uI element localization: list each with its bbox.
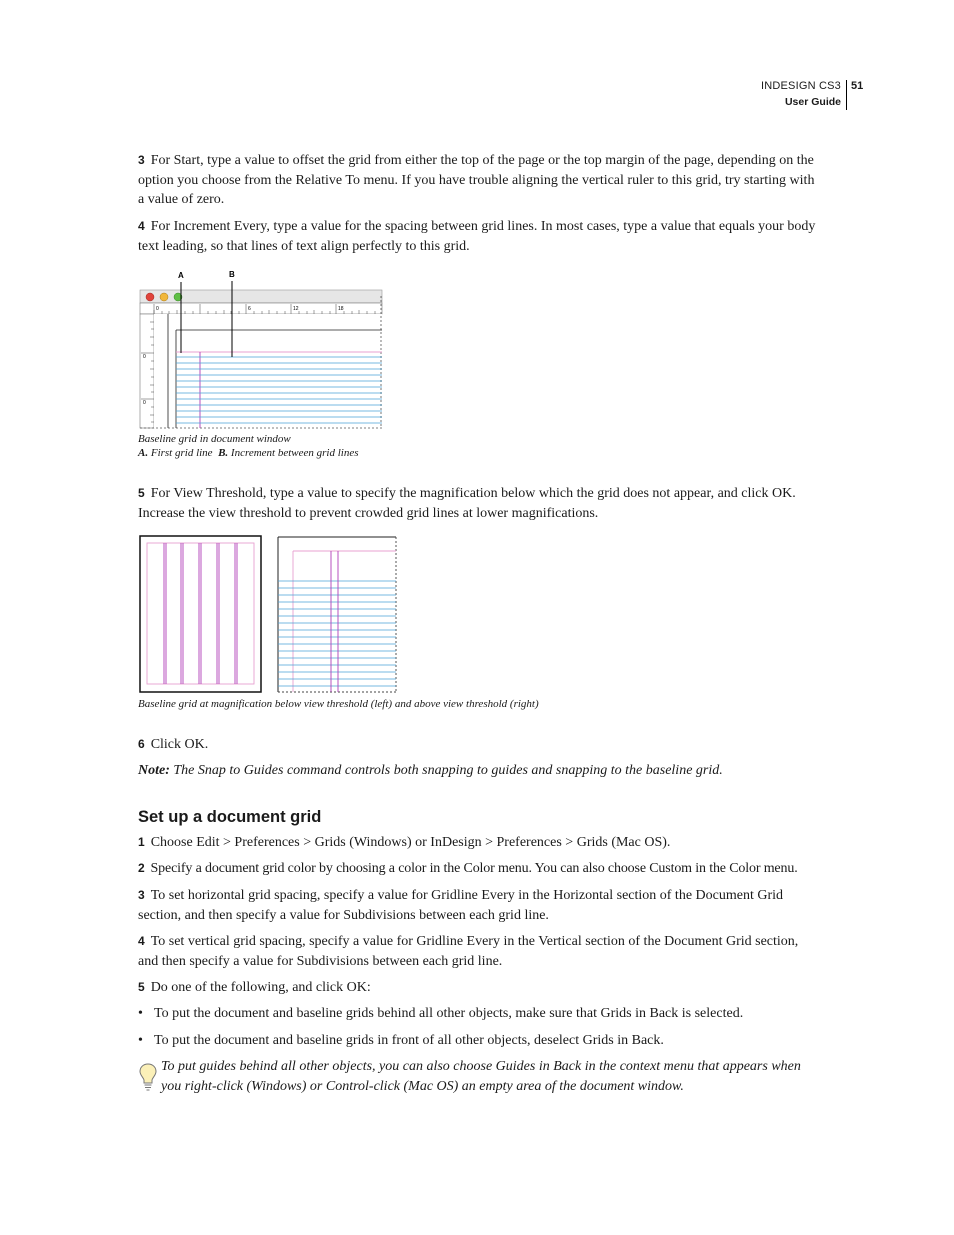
baseline-grid-lines — [278, 581, 396, 686]
step-text: For View Threshold, type a value to specify the magnification below which the grid does not appear, and click OK. Increase the view threshold to prevent crowded grid lines at lower magnifications. — [138, 486, 796, 521]
step-6-click-ok — [138, 735, 818, 755]
step-5-view-threshold — [138, 484, 818, 523]
step-text: Do one of the following, and click OK: — [150, 980, 371, 995]
step-number: 3 — [138, 888, 145, 902]
step-text: To set horizontal grid spacing, specify a value for Gridline Every in the Horizontal section of the Document Grid section, and then specify a value for Subdivisions between each grid line. — [138, 888, 784, 923]
tip-text: To put guides behind all other objects, you can also choose Guides in Back in the context menu that appears when you right-click (Windows) or Control-click (Mac OS) an empty area of the document window. — [161, 1059, 801, 1094]
section-step-1 — [138, 833, 818, 853]
ruler-label: 0 — [143, 400, 146, 406]
legend-key-a: A. — [138, 447, 149, 459]
legend-text-b: Increment between grid lines — [230, 447, 359, 459]
header-divider — [846, 80, 847, 110]
note-text: The Snap to Guides command controls both snapping to guides and snapping to the baseline grid. — [173, 763, 723, 778]
step-number: 3 — [138, 153, 145, 167]
callout-label-a: A — [178, 271, 184, 280]
step-number: 4 — [138, 219, 145, 233]
step-number: 5 — [138, 486, 145, 500]
ruler-label: 18 — [338, 306, 344, 312]
section-step-3 — [138, 886, 818, 925]
figure2-caption: Baseline grid at magnification below view threshold (left) and above view threshold (right) — [138, 698, 539, 710]
step-text: Choose Edit > Preferences > Grids (Windows) or InDesign > Preferences > Grids (Mac OS). — [150, 835, 671, 850]
step-text: For Start, type a value to offset the grid from either the top of the page or the top margin of the page, depending on the option you choose from the Relative To menu. If you have trouble aligning the vertical ruler to this grid, try starting with a value of zero. — [138, 153, 815, 207]
bullet-icon: • — [138, 1033, 143, 1048]
close-icon[interactable] — [146, 293, 154, 301]
section-heading: Set up a document grid — [138, 808, 322, 826]
figure1-legend — [138, 446, 359, 460]
section-step-4 — [138, 932, 818, 971]
note-label: Note: — [138, 763, 170, 778]
step-number: 6 — [138, 737, 145, 751]
bullet-icon: • — [138, 1006, 143, 1021]
ruler-label: 0 — [143, 354, 146, 360]
step-3-start — [138, 151, 818, 210]
step-4-increment — [138, 217, 818, 256]
figure1-caption: Baseline grid in document window — [138, 433, 291, 445]
minimize-icon[interactable] — [160, 293, 168, 301]
running-header-product: INDESIGN CS3 — [760, 80, 841, 92]
section-step-2 — [138, 859, 818, 879]
section-step-5 — [138, 978, 818, 998]
bullet-text: To put the document and baseline grids in front of all other objects, deselect Grids in Back. — [154, 1033, 664, 1048]
step-text: For Increment Every, type a value for the spacing between grid lines. In most cases, type a value that equals your body text leading, so that lines of text align perfectly to this grid. — [138, 219, 816, 254]
page-number: 51 — [851, 80, 864, 92]
bullet-item — [138, 1031, 818, 1051]
running-header-guide: User Guide — [784, 96, 841, 108]
horizontal-ruler — [140, 303, 382, 314]
baseline-grid-window-figure — [138, 266, 388, 436]
legend-text-a: First grid line — [150, 447, 213, 459]
bullet-text: To put the document and baseline grids behind all other objects, make sure that Grids in Back is selected. — [154, 1006, 744, 1021]
ruler-label: 12 — [293, 306, 299, 312]
step-number: 5 — [138, 980, 145, 994]
note — [138, 761, 818, 781]
step-text: To set vertical grid spacing, specify a value for Gridline Every in the Vertical section of the Document Grid section, and then specify a value for Subdivisions between each grid line. — [138, 934, 799, 969]
ruler-label: 6 — [248, 306, 251, 312]
bullet-item — [138, 1004, 818, 1024]
grid-above-threshold-figure — [276, 535, 400, 695]
callout-label-b: B — [229, 270, 235, 279]
legend-key-b: B. — [218, 447, 229, 459]
page-frame — [140, 536, 261, 692]
grid-below-threshold-figure — [139, 535, 263, 695]
step-number: 1 — [138, 835, 145, 849]
step-text: Click OK. — [150, 737, 209, 752]
step-number: 4 — [138, 934, 145, 948]
step-text: Specify a document grid color by choosing a color in the Color menu. You can also choose Custom in the Color menu. — [150, 861, 798, 876]
lightbulb-icon — [138, 1062, 158, 1092]
step-number: 2 — [138, 861, 145, 875]
ruler-label: 0 — [156, 306, 159, 312]
vertical-ruler — [140, 314, 154, 428]
